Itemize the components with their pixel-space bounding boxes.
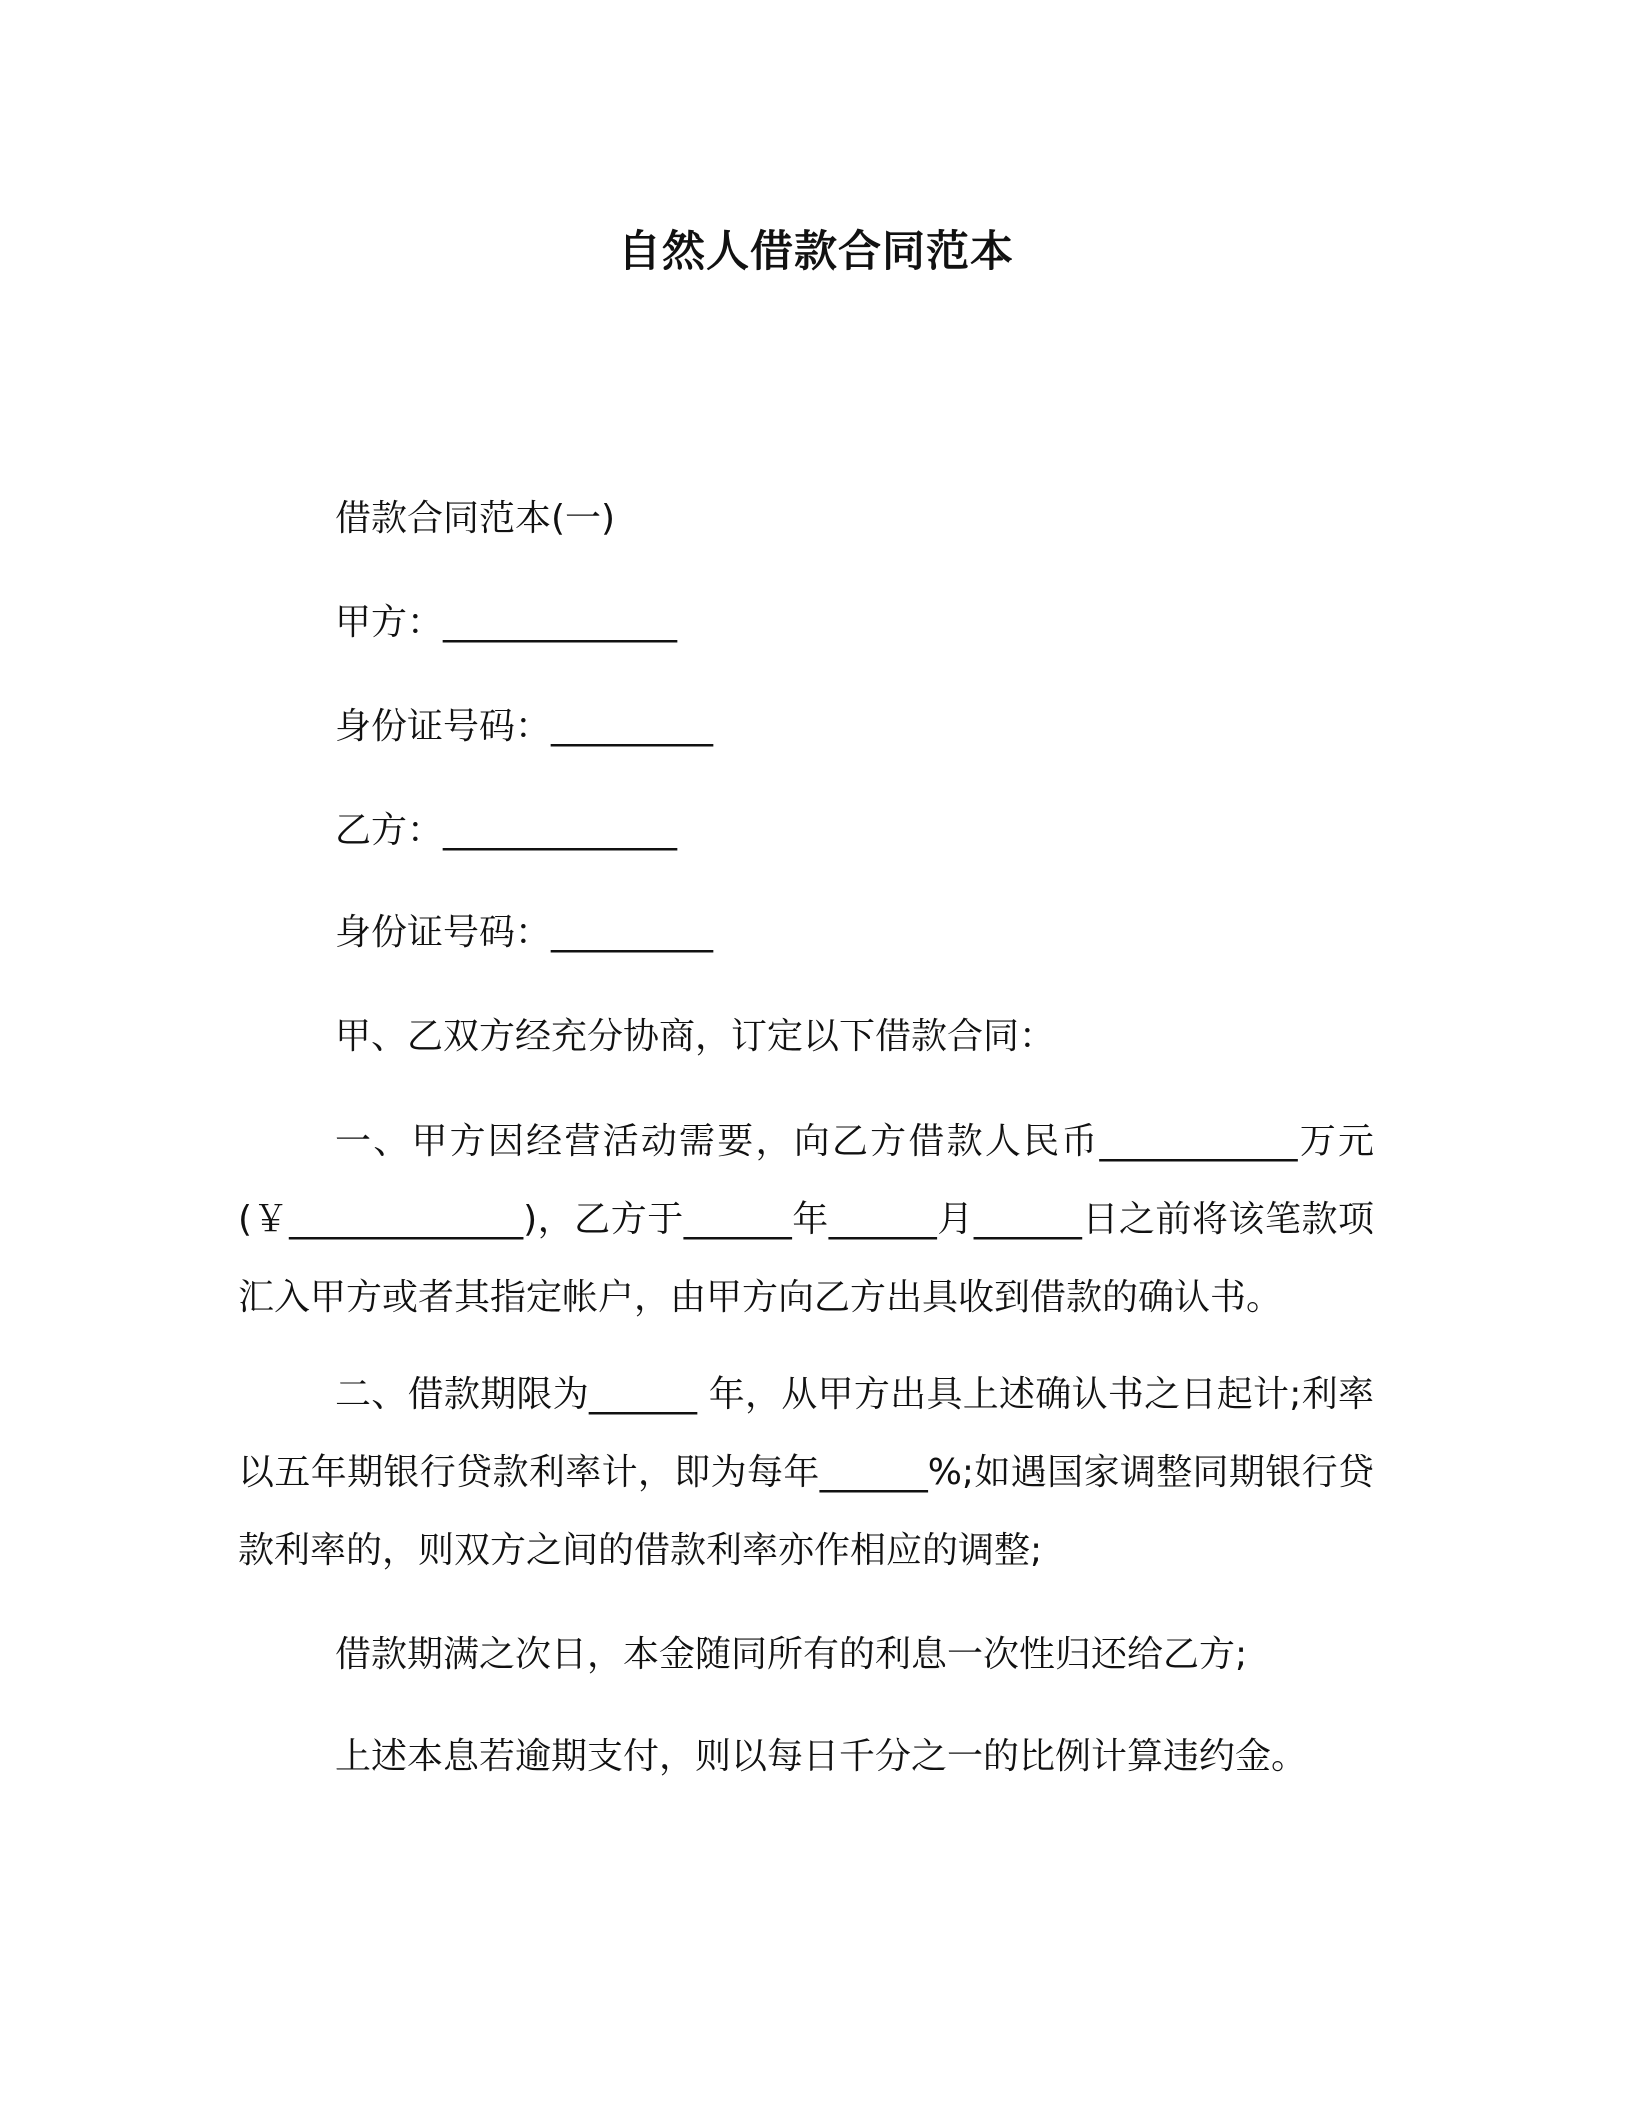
party-a-id-line: 身份证号码：_________ (335, 706, 714, 747)
party-b-id-line: 身份证号码：_________ (335, 912, 714, 953)
document-title: 自然人借款合同范本 (618, 227, 1014, 277)
penalty-line: 上述本息若逾期支付，则以每日千分之一的比例计算违约金。 (335, 1736, 1308, 1777)
clause-1-paragraph: 一、甲方因经营活动需要，向乙方借款人民币___________万元(￥_____________)，乙方于______年______月______日之前将该笔款项汇入甲方或者其指定帐户，由甲方向乙方出具收到借款的确认书。 (238, 1121, 1374, 1318)
section-heading: 借款合同范本(一) (335, 498, 616, 539)
intro-line: 甲、乙双方经充分协商，订定以下借款合同： (335, 1016, 1056, 1057)
party-b-line: 乙方：_____________ (335, 810, 678, 851)
clause-2-paragraph: 二、借款期限为______ 年，从甲方出具上述确认书之日起计;利率以五年期银行贷款利率计，即为每年______%;如遇国家调整同期银行贷款利率的，则双方之间的借款利率亦作相应的调整; (238, 1374, 1374, 1571)
repayment-line: 借款期满之次日，本金随同所有的利息一次性归还给乙方; (335, 1634, 1248, 1675)
party-a-line: 甲方：_____________ (335, 602, 678, 643)
